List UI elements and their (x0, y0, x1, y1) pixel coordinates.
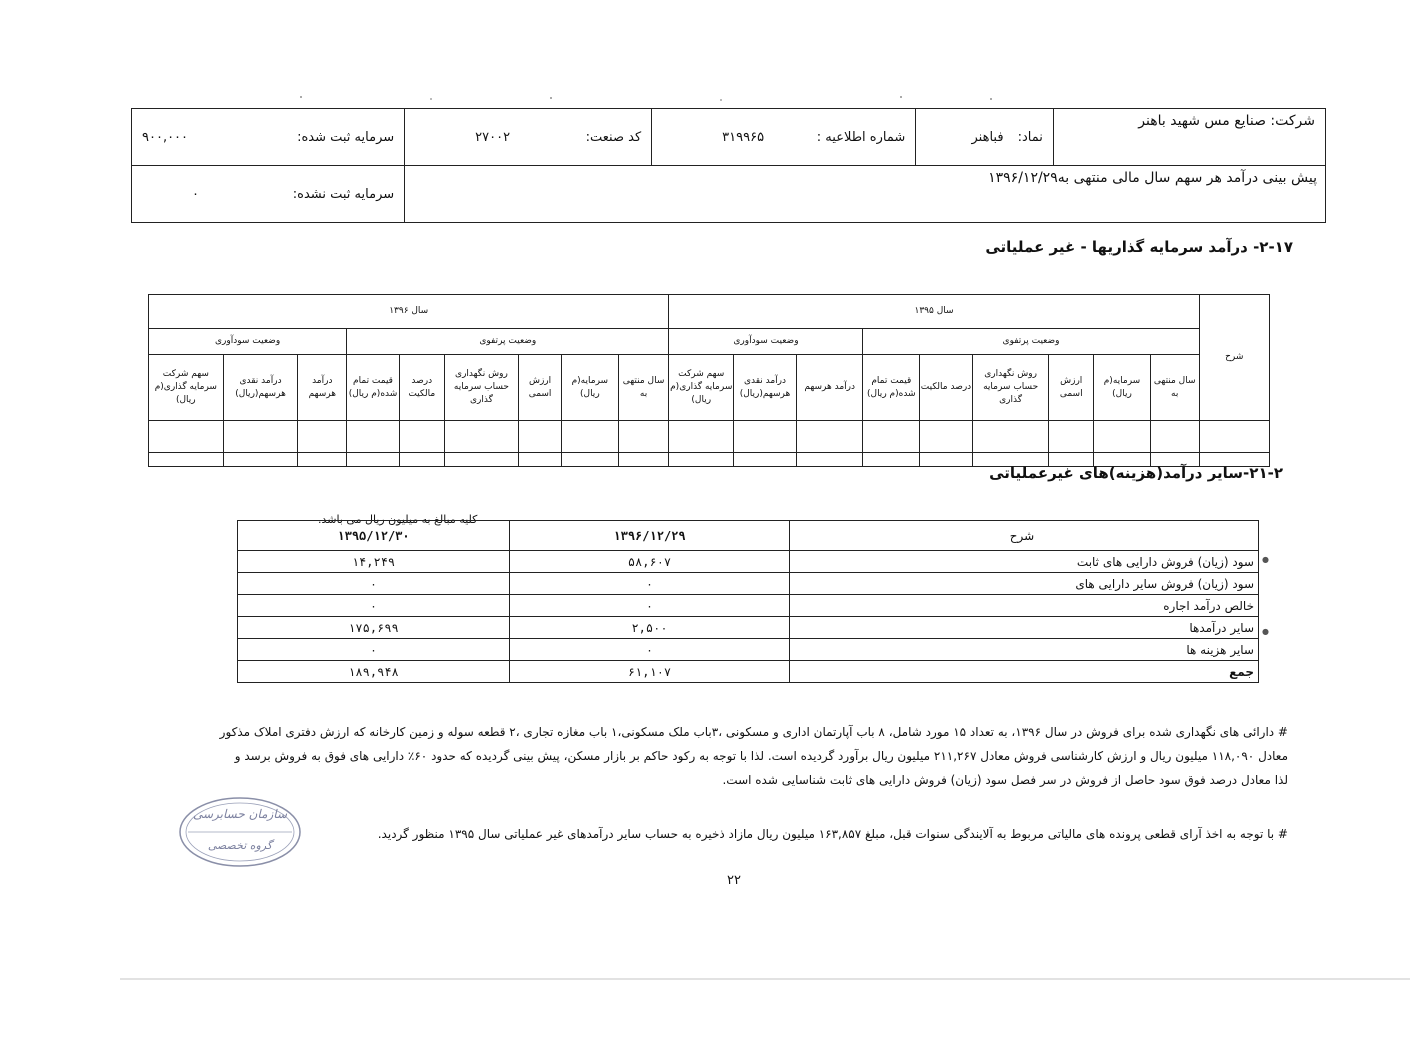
value-1396: ۰ (510, 595, 790, 617)
note1-line3: لذا معادل درصد فوق سود حاصل از فروش در سر فصل سود (زیان) فروش دارایی های ثابت شناسایی شده است. (722, 773, 1288, 787)
inv-col-header: سرمایه(م ریال) (1094, 355, 1151, 421)
table-row (238, 551, 1259, 573)
section1-title: ۲-۱۷- درآمد سرمایه گذاریها - غیر عملیاتی (985, 238, 1293, 256)
industry-code-cell (405, 109, 652, 166)
inv-col-header: درآمد هرسهم (796, 355, 863, 421)
notice-number-value: ۳۱۹۹۶۵ (722, 129, 765, 145)
other-income-table (237, 520, 1259, 683)
inv-col-header: سهم شرکت سرمایه گذاری(م ریال) (669, 355, 734, 421)
inv-1395-portfolio-header: وضعیت پرتفوی (863, 329, 1199, 355)
unit-note: کلیه مبالغ به میلیون ریال می باشد. (318, 513, 478, 526)
value-1396: ۰ (510, 639, 790, 661)
inv-col-header: درآمد نقدی هرسهم(ریال) (734, 355, 797, 421)
value-1395: ۰ (238, 639, 510, 661)
row-desc: سود (زیان) فروش سایر دارایی های (790, 573, 1259, 595)
col-header-1396: ۱۳۹۶/۱۲/۲۹ (510, 521, 790, 551)
col-header-1395: ۱۳۹۵/۱۲/۳۰ (238, 521, 510, 551)
registered-capital-label: سرمایه ثبت شده: (297, 129, 395, 145)
row-desc: سایر درآمدها (790, 617, 1259, 639)
inv-col-header: سرمایه(م ریال) (561, 355, 618, 421)
note1-line1: # دارائی های نگهداری شده برای فروش در سال ۱۳۹۶، به تعداد ۱۵ مورد شامل، ۸ باب آپارتمان اداری و مسکونی ،۳باب ملک مسکونی،۱ باب مغازه تجاری ،۲ قطعه سوله و زمین کارخانه که ارزش دفتری املاک مذکور (219, 725, 1288, 739)
industry-code-value: ۲۷۰۰۲ (475, 129, 511, 145)
stamp-text-bottom: گروه تخصصی (207, 839, 273, 852)
company-header-box (131, 108, 1326, 223)
col-header-desc: شرح (790, 521, 1259, 551)
symbol-cell (916, 109, 1054, 166)
table-row (238, 595, 1259, 617)
total-1396: ۶۱,۱۰۷ (510, 661, 790, 683)
note-held-for-sale (176, 720, 1288, 792)
eps-forecast-title: پیش بینی درآمد هر سهم سال مالی منتهی به۱۳۹۶/۱۲/۲۹ (988, 170, 1317, 186)
stamp-text-top: سازمان حسابرسی (192, 807, 287, 821)
inv-col-header: سهم شرکت سرمایه گذاری(م ریال) (149, 355, 224, 421)
unregistered-capital-cell (132, 166, 405, 223)
inv-col-header: درصد مالکیت (399, 355, 444, 421)
inv-1395-profit-header: وضعیت سودآوری (669, 329, 863, 355)
inv-col-header: روش نگهداری حساب سرمایه گذاری (444, 355, 519, 421)
company-name-cell (1053, 109, 1325, 166)
inv-col-header: سال منتهی به (1150, 355, 1199, 421)
value-1396: ۰ (510, 573, 790, 595)
inv-col-header: درصد مالکیت (920, 355, 973, 421)
value-1395: ۰ (238, 573, 510, 595)
registered-capital-value: ۹۰۰,۰۰۰ (142, 129, 189, 145)
inv-year-1396-header: سال ۱۳۹۶ (149, 295, 669, 329)
inv-desc-header: شرح (1199, 295, 1269, 421)
note-tax-reserve: # با توجه به اخذ آرای قطعی پرونده های مالیاتی مربوط به آلایندگی سنوات قبل، مبلغ ۱۶۳,۸۵۷ میلیون ریال مازاد ذخیره به حساب سایر درآمدهای غیر عملیاتی سال ۱۳۹۵ منظور گردید. (377, 827, 1288, 841)
audit-organization-stamp (176, 795, 304, 869)
total-1395: ۱۸۹,۹۴۸ (238, 661, 510, 683)
value-1395: ۱۷۵,۶۹۹ (238, 617, 510, 639)
total-row (238, 661, 1259, 683)
inv-col-header: ارزش اسمی (519, 355, 562, 421)
registered-capital-cell (132, 109, 405, 166)
notice-number-cell (652, 109, 916, 166)
symbol-label: نماد: (1017, 129, 1043, 145)
inv-col-header: درآمد هرسهم (298, 355, 347, 421)
company-name: شرکت: صنایع مس شهید باهنر (1138, 113, 1315, 129)
section2-title: ۲۱-۲-سایر درآمد(هزینه)های غیرعملیاتی (989, 464, 1283, 482)
inv-col-header: درآمد نقدی هرسهم(ریال) (223, 355, 298, 421)
notice-number-label: شماره اطلاعیه : (816, 129, 906, 145)
inv-1396-profit-header: وضعیت سودآوری (149, 329, 347, 355)
unregistered-capital-value: ۰ (192, 186, 199, 202)
inv-empty-row (149, 421, 1270, 453)
table-row (238, 573, 1259, 595)
inv-col-header: قیمت تمام شده(م ریال) (347, 355, 400, 421)
table-row (238, 639, 1259, 661)
inv-1396-portfolio-header: وضعیت پرتفوی (347, 329, 669, 355)
symbol-value: فباهنر (971, 129, 1004, 145)
inv-col-header: ارزش اسمی (1049, 355, 1094, 421)
value-1395: ۱۴,۲۴۹ (238, 551, 510, 573)
row-desc: سود (زیان) فروش دارایی های ثابت (790, 551, 1259, 573)
row-desc: سایر هزینه ها (790, 639, 1259, 661)
inv-col-header: قیمت تمام شده(م ریال) (863, 355, 920, 421)
note1-line2: معادل ۱۱۸,۰۹۰ میلیون ریال و ارزش کارشناسی فروش معادل ۲۱۱,۲۶۷ میلیون ریال برآورد گردیده است. لذا با توجه به رکود حاکم بر بازار مسکن، پیش بینی گردیده که حدود ۶۰٪ دارایی های فوق به فروش برسد و (234, 749, 1288, 763)
page-number: ۲۲ (727, 873, 741, 888)
inv-col-header: روش نگهداری حساب سرمایه گذاری (972, 355, 1048, 421)
scan-bottom-edge (120, 978, 1410, 980)
industry-code-label: کد صنعت: (585, 129, 642, 145)
total-label: جمع (790, 661, 1259, 683)
value-1396: ۵۸,۶۰۷ (510, 551, 790, 573)
row-desc: خالص درآمد اجاره (790, 595, 1259, 617)
value-1395: ۰ (238, 595, 510, 617)
table-row (238, 617, 1259, 639)
inv-year-1395-header: سال ۱۳۹۵ (669, 295, 1199, 329)
scan-dot: ● (1262, 555, 1269, 564)
unregistered-capital-label: سرمایه ثبت نشده: (292, 186, 395, 202)
scan-dot: ● (1262, 627, 1269, 636)
inv-col-header: سال منتهی به (618, 355, 669, 421)
eps-forecast-cell (405, 166, 1326, 223)
scan-specks (300, 96, 1000, 102)
investment-income-table (148, 294, 1270, 467)
value-1396: ۲,۵۰۰ (510, 617, 790, 639)
